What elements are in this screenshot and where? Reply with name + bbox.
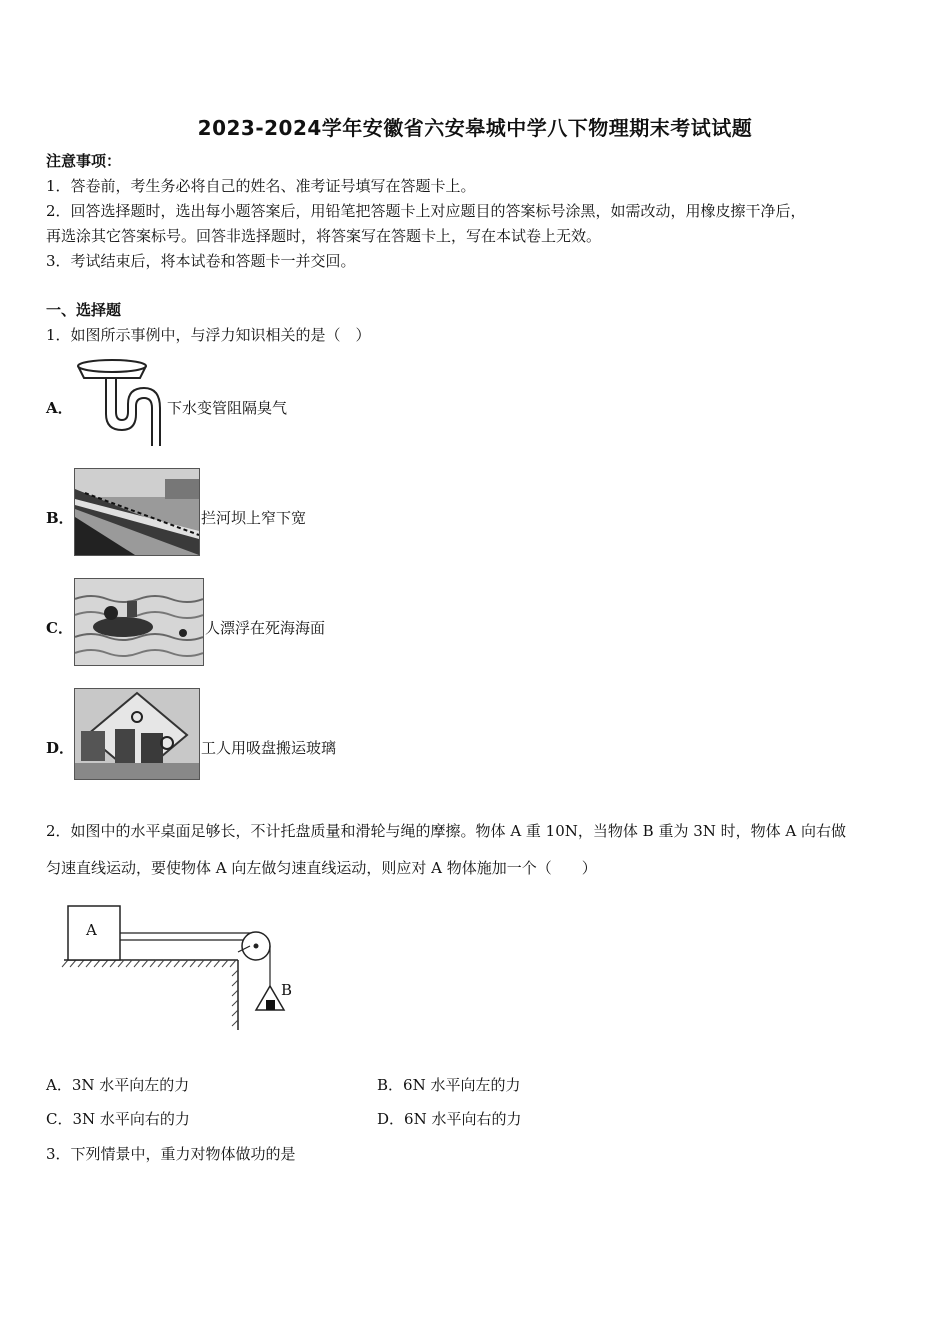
q1-option-c-letter: C． (46, 619, 73, 637)
q2-option-d: D．6N 水平向右的力 (377, 1110, 522, 1128)
q1-stem: 1．如图所示事例中，与浮力知识相关的是（ ） (46, 326, 371, 344)
q1-option-b-caption: 拦河坝上窄下宽 (201, 509, 307, 527)
q3-stem: 3．下列情景中，重力对物体做功的是 (46, 1145, 296, 1163)
q1-option-a-letter: A． (46, 399, 73, 417)
q1-option-a-caption: 下水变管阻隔臭气 (167, 399, 288, 417)
dead-sea-photo (74, 578, 204, 666)
label-a: A (86, 921, 97, 939)
page-title: 2023-2024学年安徽省六安皋城中学八下物理期末考试试题 (197, 116, 753, 140)
q2-option-a: A．3N 水平向左的力 (46, 1076, 190, 1094)
notice-item-2-cont: 再选涂其它答案标号。回答非选择题时，将答案写在答题卡上，写在本试卷上无效。 (46, 227, 602, 245)
notice-heading: 注意事项： (46, 152, 122, 170)
notice-item-2: 2．回答选择题时，选出每小题答案后，用铅笔把答题卡上对应题目的答案标号涂黑，如需改动，用橡皮擦干净后， (46, 202, 806, 220)
q2-stem-line1: 2．如图中的水平桌面足够长，不计托盘质量和滑轮与绳的摩擦。物体 A 重 10N，当物体 B 重为 3N 时，物体 A 向右做 (46, 822, 847, 840)
q2-option-c: C．3N 水平向右的力 (46, 1110, 190, 1128)
q2-stem-line2: 匀速直线运动，要使物体 A 向左做匀速直线运动，则应对 A 物体施加一个（ ） (46, 859, 597, 877)
dam-photo (74, 468, 200, 556)
q1-option-c-caption: 人漂浮在死海海面 (205, 619, 326, 637)
label-b: B (281, 981, 293, 999)
notice-item-1: 1．答卷前，考生务必将自己的姓名、准考证号填写在答题卡上。 (46, 177, 476, 195)
notice-item-3: 3．考试结束后，将本试卷和答题卡一并交回。 (46, 252, 356, 270)
drain-trap-figure (74, 358, 164, 450)
section-heading: 一、选择题 (46, 301, 122, 319)
q2-option-b: B．6N 水平向左的力 (377, 1076, 521, 1094)
suction-cup-photo (74, 688, 200, 780)
q1-option-d-letter: D． (46, 739, 75, 757)
q1-option-b-letter: B． (46, 509, 74, 527)
q1-option-d-caption: 工人用吸盘搬运玻璃 (201, 739, 337, 757)
